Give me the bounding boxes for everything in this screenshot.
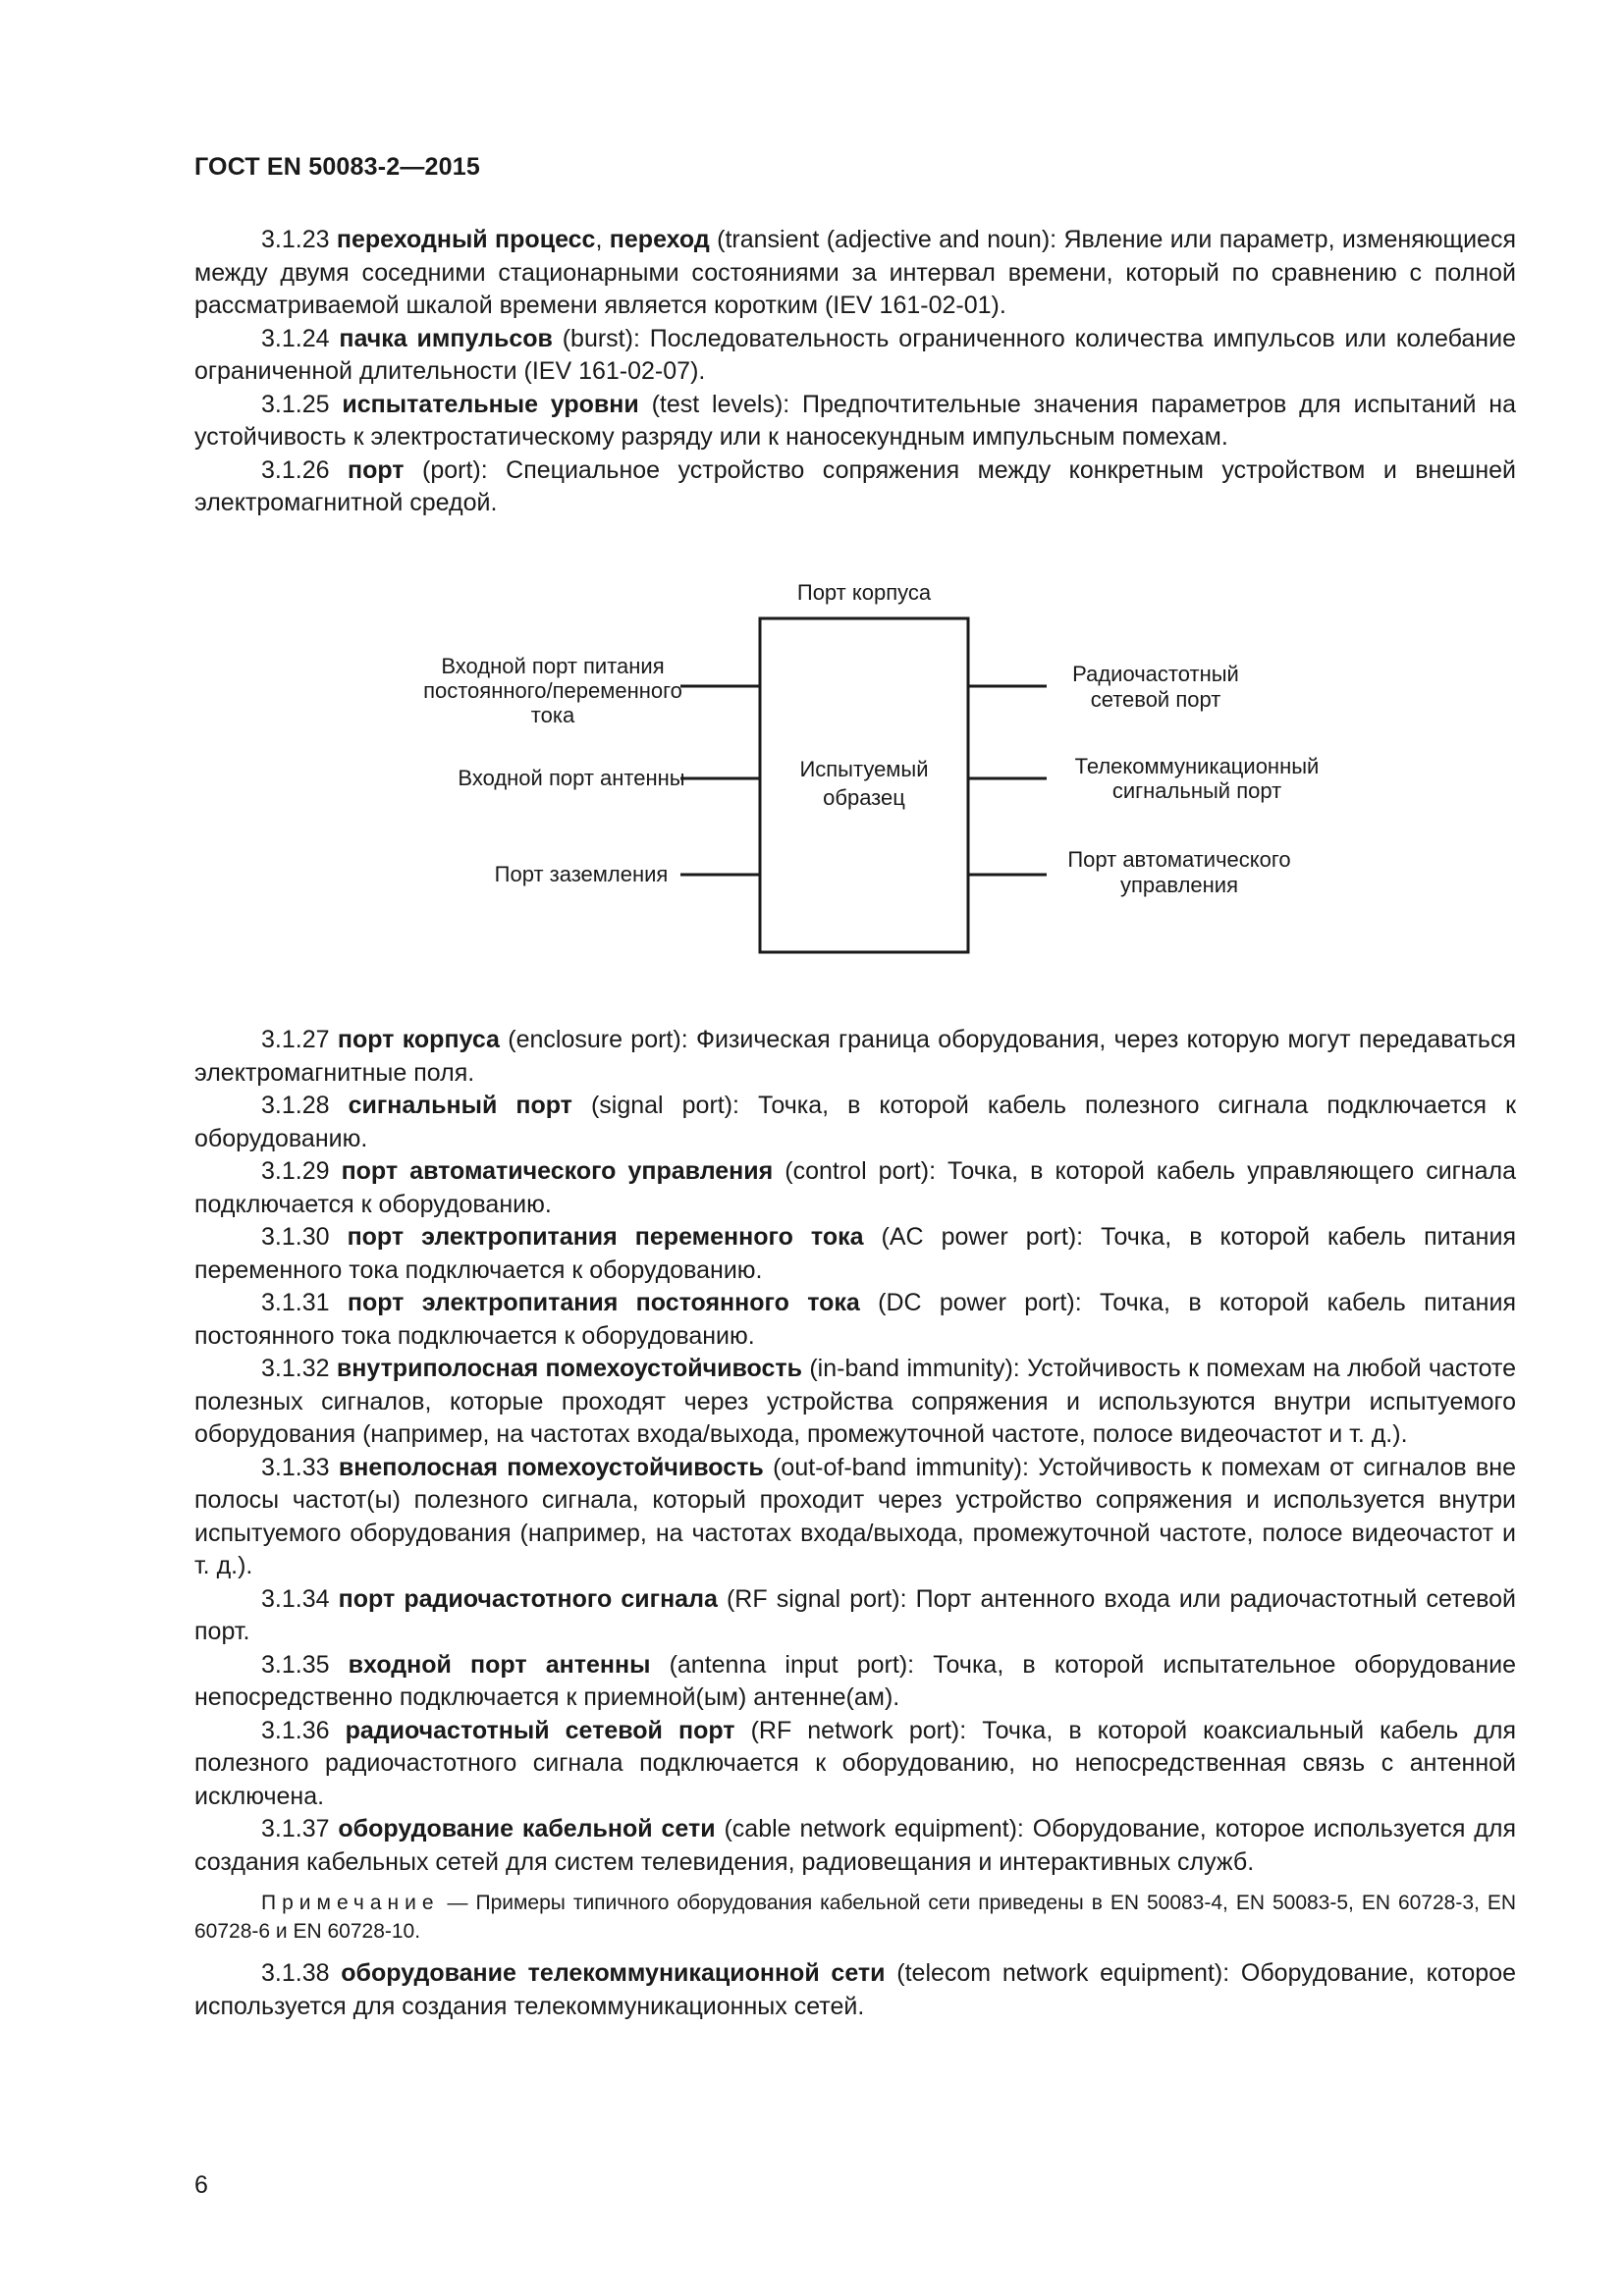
definition-3-1-33: 3.1.33 внеполосная помехоустойчивость (out-of-band immunity): Устойчивость к помехам от сигналов вне полосы частот(ы) полезного сигнала, который проходит через устройство сопряжения и используется внутри испытуемого оборудования (например, на частотах входа/выхода, промежуточной частоте, полосе видеочастот и т. д.). (194, 1453, 1516, 1579)
dc-ac-power-port-label-3: тока (530, 703, 575, 727)
control-port-label-1: Порт автоматического (1067, 847, 1291, 872)
eut-label-line-1: Испытуемый (799, 757, 929, 781)
definition-3-1-24: 3.1.24 пачка импульсов (burst): Последовательность ограниченного количества импульсов или колебание ограниченной длительности (IEV 161-02-07). (194, 324, 1516, 385)
dc-ac-power-port-label-2: постоянного/переменного (423, 678, 682, 703)
definition-3-1-23: 3.1.23 переходный процесс, переход (transient (adjective and noun): Явление или параметр, изменяющиеся между двумя соседними стационарными состояниями за интервал времени, который по сравнению с полной рассматриваемой шкалой времени является коротким (IEV 161-02-01). (194, 226, 1516, 319)
note-label: Примечание (261, 1892, 440, 1914)
definition-3-1-30: 3.1.30 порт электропитания переменного тока (AC power port): Точка, в которой кабель питания переменного тока подключается к оборудованию. (194, 1223, 1516, 1284)
eut-label-line-2: образец (823, 785, 905, 810)
definition-3-1-25: 3.1.25 испытательные уровни (test levels): Предпочтительные значения параметров для испытаний на устойчивость к электростатическому разряду или к наносекундным импульсным помехам. (194, 390, 1516, 451)
control-port-label-2: управления (1120, 873, 1238, 897)
enclosure-port-label: Порт корпуса (796, 580, 932, 605)
antenna-input-port-label: Входной порт антенны (458, 766, 685, 790)
earth-port-label: Порт заземления (494, 862, 669, 886)
port-diagram (0, 560, 1624, 972)
note (194, 1889, 1516, 1946)
dc-ac-power-port-label-1: Входной порт питания (441, 654, 665, 678)
definitions-bottom (194, 1024, 1516, 2023)
rf-network-port-label-2: сетевой порт (1090, 687, 1221, 712)
definition-3-1-37: 3.1.37 оборудование кабельной сети (cable network equipment): Оборудование, которое используется для создания кабельных сетей для систем телевидения, радиовещания и интерактивных служб. (194, 1815, 1516, 1876)
definition-3-1-38: 3.1.38 оборудование телекоммуникационной сети (telecom network equipment): Оборудование, которое используется для создания телекоммуникационных сетей. (194, 1959, 1516, 2020)
definition-3-1-32: 3.1.32 внутриполосная помехоустойчивость (in-band immunity): Устойчивость к помехам на любой частоте полезных сигналов, которые проходят через устройства сопряжения и используются внутри испытуемого оборудования (например, на частотах входа/выхода, промежуточной частоте, полосе видеочастот и т. д.). (194, 1355, 1516, 1448)
definition-3-1-34: 3.1.34 порт радиочастотного сигнала (RF signal port): Порт антенного входа или радиочастотный сетевой порт. (194, 1584, 1516, 1645)
definition-3-1-29: 3.1.29 порт автоматического управления (control port): Точка, в которой кабель управляющего сигнала подключается к оборудованию. (194, 1157, 1516, 1218)
note-text: — Примеры типичного оборудования кабельной сети приведены в EN 50083-4, EN 50083-5, EN 60728-3, EN 60728-6 и EN 60728-10. (194, 1892, 1516, 1943)
rf-network-port-label-1: Радиочастотный (1072, 662, 1239, 686)
definition-3-1-27: 3.1.27 порт корпуса (enclosure port): Физическая граница оборудования, через которую могут передаваться электромагнитные поля. (194, 1026, 1516, 1087)
definition-3-1-36: 3.1.36 радиочастотный сетевой порт (RF network port): Точка, в которой коаксиальный кабель для полезного радиочастотного сигнала подключается к оборудованию, но непосредственная связь с антенной исключена. (194, 1716, 1516, 1810)
definition-3-1-26: 3.1.26 порт (port): Специальное устройство сопряжения между конкретным устройством и внешней электромагнитной средой. (194, 455, 1516, 516)
definition-3-1-28: 3.1.28 сигнальный порт (signal port): Точка, в которой кабель полезного сигнала подключается к оборудованию. (194, 1092, 1517, 1152)
definitions-top (194, 224, 1516, 520)
telecom-signal-port-label-1: Телекоммуникационный (1074, 754, 1320, 778)
definition-3-1-31: 3.1.31 порт электропитания постоянного тока (DC power port): Точка, в которой кабель питания постоянного тока подключается к оборудованию. (194, 1289, 1516, 1350)
definition-3-1-35: 3.1.35 входной порт антенны (antenna input port): Точка, в которой испытательное оборудование непосредственно подключается к приемной(ым) антенне(ам). (194, 1650, 1516, 1711)
document-header: ГОСТ EN 50083-2—2015 (194, 153, 480, 181)
telecom-signal-port-label-2: сигнальный порт (1111, 778, 1282, 803)
page-number: 6 (194, 2171, 208, 2199)
